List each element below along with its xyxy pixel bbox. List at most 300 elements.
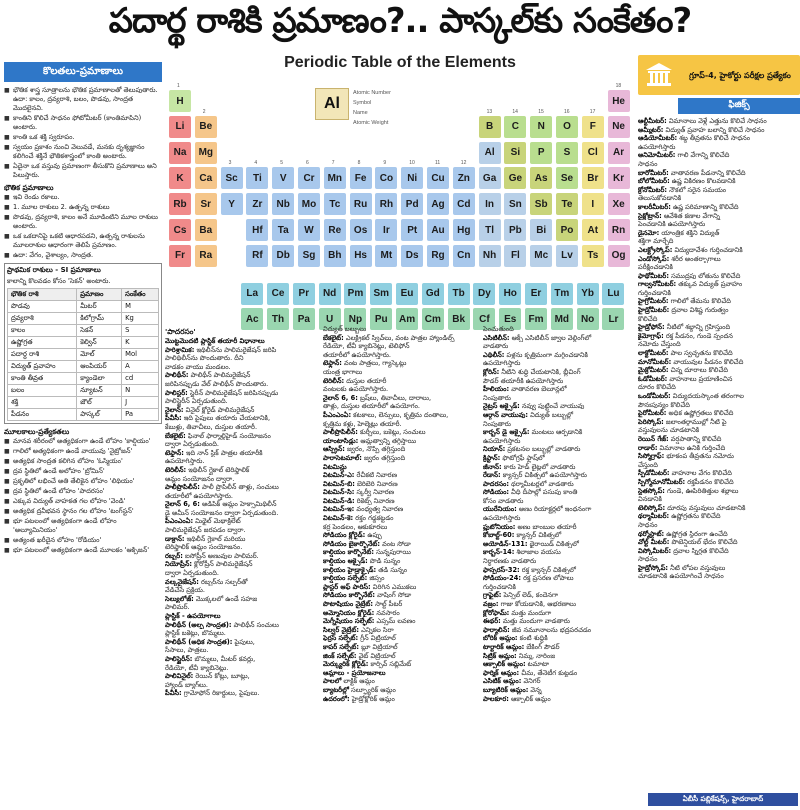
- column-3-line: [483, 677, 636, 686]
- right-column-line-term: గాల్వనోమీటర్:: [638, 280, 677, 289]
- types-item: ■ ఒక ఒకదానిపై ఒకటి ఆధారపడని, ఉత్పన్న రాశులను మూలరాశుల ఆధారంగా తెలిపే ప్రమాణం.: [4, 232, 162, 250]
- right-column-line: [638, 315, 800, 324]
- column-1-line-text: పాలిమరైజేషన్ జరపడం ద్వారా.: [165, 526, 246, 535]
- column-3-line-term: అయోడిన్-131:: [483, 539, 528, 548]
- right-column-line-text: ద్రవాల స్నిగ్ధత కొలిచేది: [671, 546, 729, 555]
- column-2-line-term: విటమిన్-సి:: [323, 488, 355, 497]
- units-cell: ఉష్ణోగ్రత: [8, 337, 77, 349]
- column-1-line: [165, 672, 320, 681]
- element-cell: Ru: [350, 193, 372, 215]
- column-1-line-term: బేకలైట్:: [165, 431, 186, 440]
- units-row: [8, 373, 159, 385]
- column-3-line-term: నైట్రస్ ఆక్సైడ్:: [483, 402, 520, 411]
- group-number: 18: [615, 83, 622, 89]
- intro-item: ■ కాంతి ఒక శక్తి స్వరూపం.: [4, 133, 162, 142]
- column-2-line: [323, 634, 480, 643]
- column-3-line: [483, 351, 636, 360]
- element-cell: Og: [608, 245, 630, 267]
- units-table-header: [8, 289, 159, 301]
- column-1-line-term: డాక్రాన్:: [165, 534, 185, 543]
- right-column-line: [638, 478, 800, 487]
- column-3-line-text: నవ్వు పుట్టించే వాయువు: [519, 402, 585, 411]
- building-icon: [638, 55, 680, 95]
- column-1-line-text: ప్లాస్టిక్ బకెట్లు, బొమ్మలు.: [165, 629, 226, 638]
- column-3-line-term: ఆర్గాన్ వాయువు:: [483, 410, 529, 419]
- right-column-line: [638, 177, 800, 186]
- periodic-table: [165, 50, 635, 340]
- column-1-line-text: పాలిథిలీన్‌ను పొందుతారు. దీని: [165, 354, 244, 363]
- column-1-line: [165, 337, 320, 346]
- column-1-line-term: పీవీసీ:: [165, 414, 182, 423]
- column-1-line-text: ఇథిలీన్‌ను పాలిమరైజేషన్ జరిపి: [194, 345, 277, 354]
- column-3-line-text: ఉపయోగిస్తారు: [483, 514, 521, 523]
- column-1-line-term: నైలాన్:: [165, 405, 184, 414]
- column-2-line: [323, 626, 480, 635]
- units-cell: A: [122, 361, 159, 373]
- right-column-line-term: అనిమోమీటర్:: [638, 151, 676, 160]
- element-cell: Pt: [401, 219, 423, 241]
- right-column-line-text: ఉష్ణోగ్రత స్థిరంగా ఉంచేది: [664, 529, 728, 538]
- column-2-line: [323, 402, 480, 411]
- column-1-line: [165, 578, 320, 587]
- lanthanide-cell: Pr: [293, 283, 315, 305]
- element-cell: Rh: [375, 193, 397, 215]
- element-cell: P: [530, 142, 552, 164]
- right-column-line: [638, 572, 800, 581]
- right-column-line: [638, 306, 800, 315]
- column-3-line-text: నీటిని శుద్ధి చేయటానికి, బ్లీచింగ్: [499, 367, 581, 376]
- units-table: [7, 288, 159, 421]
- actinide-cell: Bk: [448, 308, 470, 330]
- column-2-line: [323, 583, 480, 592]
- right-column-line-term: డైనమో:: [638, 228, 660, 237]
- units-cell: N: [122, 385, 159, 397]
- column-1-line: [165, 432, 320, 441]
- column-3-line-text: థర్మామీటర్లలో వాడతారు: [508, 479, 574, 488]
- column-3-line: [483, 652, 636, 661]
- right-column-line: [638, 547, 800, 556]
- column-2-line: [323, 480, 480, 489]
- column-3-line-term: పాదరసం:: [483, 479, 509, 488]
- column-3-line: [483, 523, 636, 532]
- group-number: 7: [331, 160, 335, 167]
- column-1-line-text: ఇది పైపులు తయారు చేయటానికి,: [181, 414, 271, 423]
- right-column-line-term: ఆల్టీమీటర్:: [638, 117, 667, 125]
- lanthanide-cell: Yb: [577, 283, 599, 305]
- subheading-elements: మూలకాలు-ప్రత్యేకతలు: [4, 427, 70, 436]
- right-column-line: [638, 160, 800, 169]
- right-column-line-text: గుర్తించడానికి: [638, 288, 671, 297]
- units-row: [8, 349, 159, 361]
- right-column-line-term: విస్కోమీటర్:: [638, 546, 672, 555]
- right-column-line: [638, 435, 800, 444]
- column-2-line-text: బెరిబెరి నివారణ: [354, 479, 398, 488]
- column-2-line: [323, 574, 480, 583]
- column-2-line-term: మెగ్నీషియం సల్ఫేట్:: [323, 617, 375, 626]
- element-cell: Ti: [246, 167, 268, 189]
- column-1-line-term: నియోప్రీన్:: [165, 560, 192, 569]
- right-column-line-term: బోలోమీటర్:: [638, 177, 670, 186]
- element-cell: Mn: [324, 167, 346, 189]
- right-column-line: [638, 469, 800, 478]
- actinide-cell: Pu: [370, 308, 392, 330]
- right-column-line-text: వస్తువులను చూడటానికి: [638, 426, 700, 435]
- column-1-line: [165, 380, 320, 389]
- lanthanide-cell: Ce: [267, 283, 289, 305]
- column-1-line-text: క్లోరోప్రీన్ పాలిమరైజేషన్: [191, 560, 253, 569]
- column-1-line: [165, 560, 320, 569]
- right-column-line: [638, 229, 800, 238]
- element-cell: Bi: [530, 219, 552, 241]
- lanthanide-cell: Sm: [370, 283, 392, 305]
- column-1-line: [165, 535, 320, 544]
- right-column-line: [638, 366, 800, 375]
- right-column-line-term: హైగ్రోమీటర్:: [638, 297, 669, 306]
- actinide-cell: Am: [396, 308, 418, 330]
- column-1-line: [165, 406, 320, 415]
- right-column-line: [638, 555, 800, 564]
- right-column-line: [638, 289, 800, 298]
- column-1-line: [165, 526, 320, 535]
- column-1-line-term: పాలివినైల్:: [165, 672, 194, 681]
- column-1-line-text: పైపులు,: [232, 637, 255, 646]
- right-column-line: [638, 169, 800, 178]
- intro-item: ■ ఏదైనా ఒక వస్తువు ప్రమాణంగా తీసుకొని ప్రమాణాలు అని పిలుస్తారు.: [4, 162, 162, 180]
- column-3-line: [483, 428, 636, 437]
- column-2-line-text: జ్వరం, నొప్పి తగ్గిస్తుంది: [344, 445, 406, 454]
- column-1-line-text: ఇథిలీన్ గ్లైకాల్ మరియు: [184, 534, 246, 543]
- right-column-line-text: వాతావరణ పీడనాన్ని కొలిచేది: [668, 168, 746, 177]
- right-column-line-text: సాధనం: [638, 159, 658, 168]
- column-2-line-text: లాక్టిక్ ఆమ్లం: [341, 677, 375, 686]
- column-3-line-term: నియాన్:: [483, 445, 506, 454]
- column-2-line-term: సిల్వర్ నైట్రేట్:: [323, 625, 359, 634]
- units-row: [8, 409, 159, 421]
- column-3-line: [483, 643, 636, 652]
- units-cell: ద్రవ్యరాశి: [8, 313, 77, 325]
- units-cell: J: [122, 397, 159, 409]
- units-row: [8, 337, 159, 349]
- column-2-line-term: పాలలో: [323, 677, 342, 686]
- column-3-line-text: థైరాయిడ్ చికిత్సలో: [527, 539, 579, 548]
- column-2-line-term: పారాసెటమాల్:: [323, 453, 362, 462]
- element-cell: Sc: [221, 167, 243, 189]
- element-cell: Ir: [375, 219, 397, 241]
- column-3-line-text: పౌడర్ తయారీకి ఉపయోగిస్తారు: [483, 376, 564, 385]
- column-1-line-text: ఇది నాన్ స్టిక్ పాత్రల తయారీకి: [183, 448, 263, 457]
- right-column-line-text: సముద్రపు లోతును కొలిచేది: [668, 271, 741, 280]
- column-2-line: [323, 385, 480, 394]
- column-3-line: [483, 660, 636, 669]
- column-3-line: [483, 514, 636, 523]
- right-column-line-text: పరీక్షించడానికి: [638, 263, 673, 272]
- column-2-line: [323, 617, 480, 626]
- units-cell: పొడవు: [8, 301, 77, 313]
- column-3-line-text: జీవ నమూనాలను భద్రపరచడం: [509, 625, 592, 634]
- column-1-line-text: మొక్కలలో ఉండే సహజ: [193, 594, 258, 603]
- column-2-line: [323, 463, 480, 472]
- right-column-line-text: ఉష్ణోగ్రతను కొలిచేది: [669, 512, 721, 521]
- units-title: ప్రాథమిక రాశులు - SI ప్రమాణాలు: [7, 266, 101, 274]
- column-2-line-term: విటమిన్-డి:: [323, 496, 355, 505]
- column-1-line-text: వాడకం వాయు మండలం.: [165, 362, 231, 371]
- group-number: 2: [202, 108, 206, 115]
- column-1-line-term: టెరిలీన్:: [165, 465, 187, 474]
- column-1-line-term: పాలిథీన్ (అల్ప సాంద్రత):: [165, 620, 232, 629]
- column-1-line: [165, 569, 320, 578]
- column-3-line: [483, 402, 636, 411]
- element-cell: Mc: [530, 245, 552, 267]
- column-3-line-text: రక్త క్యాన్సర్ చికిత్సలో: [519, 565, 576, 574]
- column-2-line-term: ఉదరంలో:: [323, 694, 350, 703]
- column-2-line-term: సోడియం క్లోరైడ్:: [323, 531, 366, 540]
- column-3-line: [483, 548, 636, 557]
- units-cell: కాంతి తీవ్రత: [8, 373, 77, 385]
- units-header-cell: సంకేతం: [122, 289, 159, 301]
- units-row: [8, 301, 159, 313]
- element-cell: Ba: [195, 219, 217, 241]
- column-1-line: [165, 440, 320, 449]
- right-column-line: [638, 186, 800, 195]
- element-cell: Os: [350, 219, 372, 241]
- actinide-cell: Pa: [293, 308, 315, 330]
- column-2-line-text: కర్ర పెండలం, ఆకుకూరలు: [323, 522, 388, 531]
- right-column-line-text: వినడానికి: [638, 495, 662, 504]
- intro-item: ■ స్వయం ప్రకాశం నుంచి వెలువడే, మనకు దృశ్యజ్ఞానం కలిగించే శక్తినే భౌతికశాస్త్రంలో కాంతి అంటారు.: [4, 143, 162, 161]
- column-2-line-text: రికెట్స్ నివారణ: [354, 496, 395, 505]
- element-cell: Ge: [504, 167, 526, 189]
- column-2-line: [323, 591, 480, 600]
- fact-item: ■ ప్రకృతిలో లభించే అతి తేలికైన లోహం 'లిథియం': [4, 477, 162, 486]
- column-3-line: [483, 411, 636, 420]
- column-2-line-text: ఎన్నికల సిరా: [358, 625, 394, 634]
- right-column-line-text: వాయువుల పీడనం కొలిచేది: [671, 357, 744, 366]
- column-3-line-text: కారు హెడ్ లైట్లలో వాడతారు: [501, 462, 576, 471]
- column-3-line-text: కంటి శుద్ధికి: [517, 634, 548, 643]
- column-2-line: [323, 497, 480, 506]
- units-cell: పాస్కల్: [77, 409, 122, 421]
- column-1-line-text: ఐసోప్రీన్ అణువుల పాలిమర్.: [182, 551, 259, 560]
- column-1-line: [165, 655, 320, 664]
- column-3-line-term: ఫార్మిక్ ఆమ్లం:: [483, 668, 520, 677]
- column-3-line-text: పెన్సిల్ లెడ్, కందెనగా: [501, 591, 559, 600]
- column-3-line-text: ఆక్సీ ఎసిటిలీన్ జ్వాల వెల్డింగ్‌లో: [509, 333, 592, 342]
- column-2-line: [323, 643, 480, 652]
- column-3-line: [483, 531, 636, 540]
- right-column-line-text: జలాంతర్గాముల్లో నీటి పై: [663, 417, 727, 426]
- column-1-line: [165, 621, 320, 630]
- group-number: 14: [512, 108, 518, 115]
- lanthanide-cell: Tm: [551, 283, 573, 305]
- column-2-line-term: జింక్ సల్ఫేట్:: [323, 651, 357, 660]
- units-cell: Mol: [122, 349, 159, 361]
- column-1-line-text: జరిపినప్పుడు వేల్ పాలిథీన్ పొందుతారు.: [165, 379, 269, 388]
- exam-badge: [638, 55, 800, 95]
- right-column-line-text: గుండె, ఊపిరితిత్తుల శబ్దాలు: [664, 486, 739, 495]
- element-cell: At: [582, 219, 604, 241]
- units-table-body: [8, 301, 159, 421]
- element-cell: Db: [272, 245, 294, 267]
- column-2-line-text: బ్లూ విట్రియాల్: [358, 642, 398, 651]
- right-column-line-text: విద్యుదావేశం గుర్తించడానికి: [672, 245, 743, 254]
- column-3-line: [483, 583, 636, 592]
- column-3-line-term: వజ్రం:: [483, 600, 499, 608]
- element-cell: H: [169, 90, 191, 112]
- units-cell: Kg: [122, 313, 159, 325]
- group-number: 4: [254, 160, 258, 167]
- right-column-line-term: అమ్మీటర్:: [638, 125, 664, 134]
- column-3-line-term: బోరిక్ ఆమ్లం:: [483, 634, 518, 643]
- column-1-line: [165, 389, 320, 398]
- element-cell: Au: [427, 219, 449, 241]
- column-2-line-term: కాల్షియం ఆక్సైడ్:: [323, 557, 368, 566]
- types-item: ■ 1. మూల రాశులు 2. ఉత్పన్న రాశులు: [4, 203, 162, 212]
- right-column-line-text: అధిక ఉష్ణోగ్రతలు కొలిచేది: [666, 409, 734, 418]
- right-column-line: [638, 255, 800, 264]
- element-cell: Fr: [169, 245, 191, 267]
- units-cell: విద్యుత్ ప్రవాహం: [8, 361, 77, 373]
- units-cell: పీడనం: [8, 409, 77, 421]
- right-column-line-term: లాక్టోమీటర్:: [638, 349, 669, 358]
- column-3-line-text: ఆక్సాలిక్ ఆమ్లం: [508, 694, 551, 703]
- right-column-line: [638, 538, 800, 547]
- right-column-lines: [638, 117, 800, 581]
- intro-list: [4, 86, 162, 180]
- group-number: 5: [280, 160, 283, 167]
- group-number: 3: [228, 160, 232, 167]
- column-3-line-text: వాతావరణ బెలూన్లలో: [509, 385, 567, 394]
- column-2-lines: [323, 325, 480, 703]
- column-3-line: [483, 686, 636, 695]
- column-3-line-text: టమాటా: [525, 660, 550, 669]
- column-3-line-term: సోడియం-24:: [483, 574, 521, 583]
- column-3-line-term: ఆక్సాలిక్ ఆమ్లం:: [483, 660, 526, 669]
- actinide-cell: No: [577, 308, 599, 330]
- element-cell: Ga: [479, 167, 501, 189]
- lanthanide-cell: Nd: [319, 283, 341, 305]
- column-3-line-term: ఈథర్:: [483, 617, 501, 626]
- right-column-line-text: గాలి వేగాన్ని కొలిచేది: [675, 151, 730, 160]
- exam-badge-text: గ్రూప్-4, హైకోర్టు పరీక్షల ప్రత్యేకం: [689, 70, 791, 80]
- units-row: [8, 313, 159, 325]
- group-number: 10: [409, 160, 415, 167]
- right-column-line: [638, 504, 800, 513]
- column-1-line: [165, 449, 320, 458]
- right-column-line-term: థర్మామీటర్:: [638, 512, 670, 521]
- group-number: 13: [486, 108, 493, 115]
- element-cell: Rf: [246, 245, 268, 267]
- element-cell: Lv: [556, 245, 578, 267]
- right-column-line: [638, 212, 800, 221]
- column-3-line-term: ఎథిలీన్:: [483, 350, 505, 359]
- column-2-line-term: విటమిన్లు: [323, 462, 347, 471]
- fact-item: ■ ద్రవ స్థితిలో ఉండే లోహం 'పాదరసం': [4, 487, 162, 496]
- column-1-line-text: సీసాలు, పాత్రలు.: [165, 646, 209, 655]
- fact-item: ■ గాలిలో అత్యధికంగా ఉండే వాయువు 'నైట్రోజన్': [4, 447, 162, 456]
- subheading-units: భౌతిక ప్రమాణాలు: [4, 183, 54, 192]
- right-column-line: [638, 409, 800, 418]
- column-1-line: [165, 423, 320, 432]
- right-column-line-term: హైడ్రోమీటర్:: [638, 306, 670, 315]
- column-3-line-term: కార్బన్ డై ఆక్సైడ్:: [483, 428, 530, 437]
- element-cell: Hf: [246, 219, 268, 241]
- column-2-line: [323, 420, 480, 429]
- fact-item: ■ భూ పటలంలో అత్యధికంగా ఉండే లోహం 'అల్యూమినియం': [4, 517, 162, 535]
- right-column-line: [638, 237, 800, 246]
- column-2-line: [323, 600, 480, 609]
- column-3-line: [483, 368, 636, 377]
- column-3-line: [483, 325, 636, 334]
- column-2-line-text: తడి సున్నం: [376, 565, 408, 574]
- column-2-line: [323, 540, 480, 549]
- column-2-line: [323, 454, 480, 463]
- column-2-line-text: రేడియో, టీవీ క్యాబినెట్లు, టెలిఫోన్: [323, 342, 410, 351]
- column-1-line-text: పాలీ ప్రొపిలీన్ తాళ్లు, సంచులు: [199, 483, 279, 492]
- column-3-line: [483, 669, 636, 678]
- lanthanide-cell: Eu: [396, 283, 418, 305]
- column-2-line: [323, 609, 480, 618]
- column-3-line: [483, 342, 636, 351]
- element-cell: Cs: [169, 219, 191, 241]
- element-cell: Pb: [504, 219, 526, 241]
- column-3-line-text: కోసం వాడతారు: [483, 496, 524, 505]
- actinide-cell: Th: [267, 308, 289, 330]
- column-1-line-text: తయారీలో ఉపయోగిస్తారు.: [165, 491, 233, 500]
- right-column-line: [638, 392, 800, 401]
- column-2-line: [323, 505, 480, 514]
- column-2-line-term: బేకలైట్:: [323, 333, 344, 342]
- column-3-line-text: ఉపయోగిస్తారు: [483, 359, 521, 368]
- element-cell: N: [530, 116, 552, 138]
- column-3-line: [483, 557, 636, 566]
- actinide-cell: Cm: [422, 308, 444, 330]
- column-1-line-text: టెరిఫ్తాలిక్ ఆమ్లం సంయోజనం.: [165, 543, 243, 552]
- units-cell: న్యూటన్: [77, 385, 122, 397]
- right-column-line: [638, 418, 800, 427]
- column-2-line-text: వంట పాత్రలు, గ్యాస్కెట్లు: [341, 359, 407, 368]
- column-1-line-text: మిథైల్ మెథాక్రిలేట్: [193, 517, 241, 526]
- element-cell: As: [530, 167, 552, 189]
- right-column-line-term: క్రోనోమీటర్:: [638, 185, 668, 194]
- column-2-line-term: పొటాషియం నైట్రేట్:: [323, 600, 373, 608]
- element-cell: Ne: [608, 116, 630, 138]
- units-cell: M: [122, 301, 159, 313]
- column-1-line-term: వల్కనైజేషన్:: [165, 577, 199, 586]
- element-cell: Cn: [453, 245, 475, 267]
- column-3-line-text: గాజు కోయడానికి, ఆభరణాలు: [498, 600, 576, 608]
- right-column-line-term: ఎండోస్కోప్:: [638, 254, 670, 263]
- column-3-line-term: జీనాన్:: [483, 462, 502, 471]
- units-cell: మోల్: [77, 349, 122, 361]
- right-column-line: [638, 530, 800, 539]
- column-2-line-text: స్కర్వీ నివారణ: [354, 488, 395, 497]
- right-column-line-term: వోల్ట్ మీటర్:: [638, 538, 670, 547]
- element-cell: Ds: [401, 245, 423, 267]
- column-3-lines: [483, 325, 636, 703]
- element-cell: Mo: [298, 193, 320, 215]
- element-cell: B: [479, 116, 501, 138]
- element-cell: Kr: [608, 167, 630, 189]
- column-3-line: [483, 394, 636, 403]
- column-2-line: [323, 437, 480, 446]
- column-3-line-text: గుర్తించడానికి: [483, 582, 516, 591]
- column-1-line-term: మొట్టమొదటి ప్లాస్టిక్ తయారీ విధానాలు: [165, 337, 265, 345]
- units-box: [4, 263, 162, 424]
- left-column: [4, 62, 162, 810]
- column-3-line-text: మంటలు ఆర్పడానికి: [529, 428, 583, 437]
- column-3-line: [483, 591, 636, 600]
- column-3-line: [483, 566, 636, 575]
